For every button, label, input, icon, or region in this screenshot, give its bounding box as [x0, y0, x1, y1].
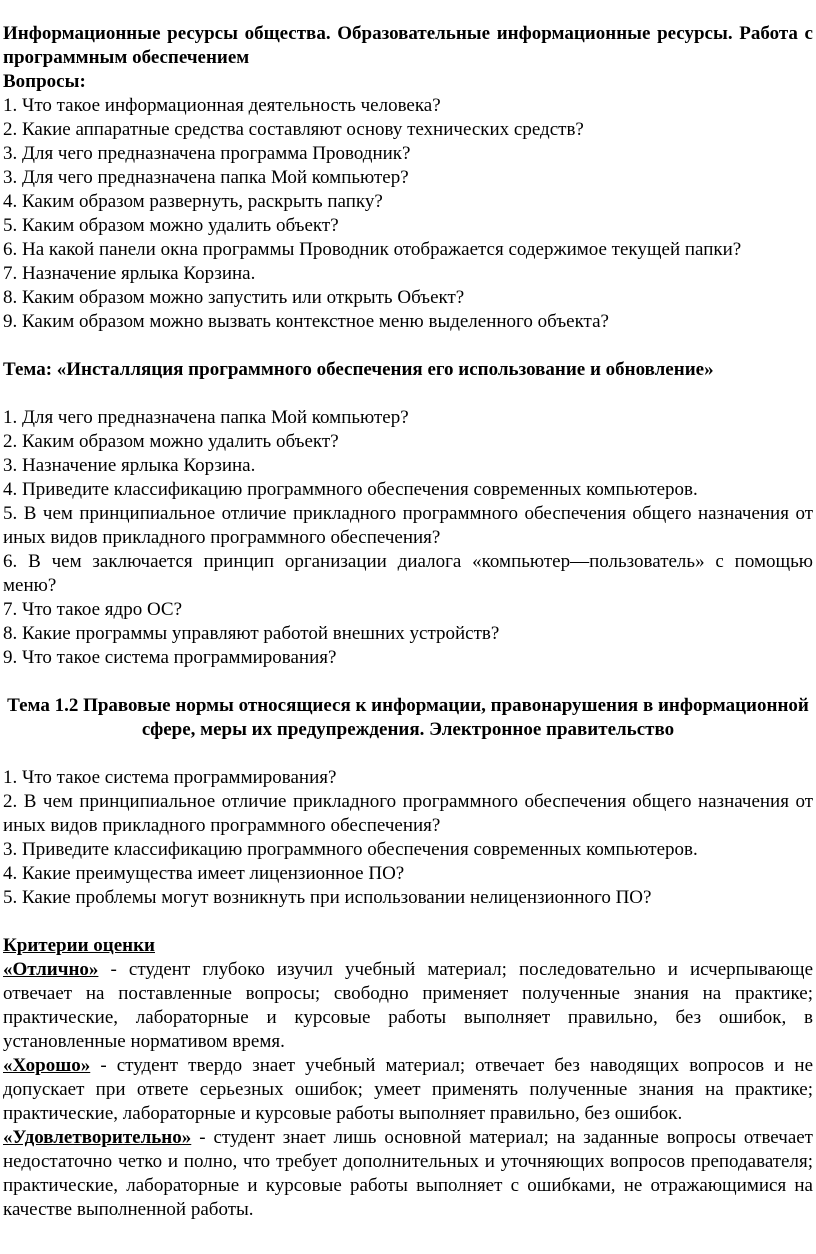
list-item: 2. В чем принципиальное отличие прикладного программного обеспечения общего назначения от иных видов прикладного программного обеспечения? — [3, 791, 813, 836]
criteria-title: Критерии оценки — [3, 935, 155, 956]
questions-list-2 — [3, 406, 813, 670]
list-item: 8. Каким образом можно запустить или открыть Объект? — [3, 287, 465, 308]
list-item: 1. Что такое информационная деятельность человека? — [3, 95, 441, 116]
topic-3-title: Тема 1.2 Правовые нормы относящиеся к информации, правонарушения в информационной сфере, меры их предупреждения. Электронное правительство — [7, 695, 809, 740]
grade-good-text: - студент твердо знает учебный материал; отвечает без наводящих вопросов и не допускает при ответе серьезных ошибок; умеет применять полученные знания на практике; практические, лабораторные и курсовые работы выполняет правильно, без ошибок. — [3, 1055, 813, 1124]
list-item: 2. Каким образом можно удалить объект? — [3, 431, 339, 452]
criteria-good — [3, 1054, 813, 1126]
list-item: 5. Какие проблемы могут возникнуть при использовании нелицензионного ПО? — [3, 887, 652, 908]
list-item: 9. Что такое система программирования? — [3, 647, 337, 668]
grade-excellent-label: «Отлично» — [3, 959, 99, 980]
list-item: 4. Какие преимущества имеет лицензионное ПО? — [3, 863, 405, 884]
list-item: 1. Что такое система программирования? — [3, 767, 337, 788]
criteria-satisfactory — [3, 1126, 813, 1222]
list-item: 6. В чем заключается принцип организации диалога «компьютер—пользователь» с помощью меню? — [3, 551, 813, 596]
document-title: Информационные ресурсы общества. Образовательные информационные ресурсы. Работа с программным обеспечением — [3, 23, 813, 68]
list-item: 3. Назначение ярлыка Корзина. — [3, 455, 256, 476]
grade-excellent-text: - студент глубоко изучил учебный материал; последовательно и исчерпывающе отвечает на поставленные вопросы; свободно применяет полученные знания на практике; практические, лабораторные и курсовые работы выполняет правильно, без ошибок, в установленные нормативом время. — [3, 959, 813, 1052]
list-item: 4. Приведите классификацию программного обеспечения современных компьютеров. — [3, 479, 698, 500]
list-item: 3. Приведите классификацию программного обеспечения современных компьютеров. — [3, 839, 698, 860]
questions-label: Вопросы: — [3, 71, 86, 92]
list-item: 7. Назначение ярлыка Корзина. — [3, 263, 256, 284]
list-item: 1. Для чего предназначена папка Мой компьютер? — [3, 407, 409, 428]
criteria-excellent — [3, 958, 813, 1054]
list-item: 8. Какие программы управляют работой внешних устройств? — [3, 623, 500, 644]
questions-list-3 — [3, 766, 813, 910]
grade-satisfactory-label: «Удовлетворительно» — [3, 1127, 192, 1148]
list-item: 9. Каким образом можно вызвать контекстное меню выделенного объекта? — [3, 311, 609, 332]
grade-satisfactory-text: - студент знает лишь основной материал; на заданные вопросы отвечает недостаточно четко и полно, что требует дополнительных и уточняющих вопросов преподавателя; практические, лабораторные и курсовые работы выполняет с ошибками, не отражающимися на качестве выполненной работы. — [3, 1127, 813, 1220]
list-item: 5. В чем принципиальное отличие прикладного программного обеспечения общего назначения от иных видов прикладного программного обеспечения? — [3, 503, 813, 548]
grade-good-label: «Хорошо» — [3, 1055, 91, 1076]
list-item: 7. Что такое ядро ОС? — [3, 599, 183, 620]
list-item: 3. Для чего предназначена папка Мой компьютер? — [3, 167, 409, 188]
list-item: 6. На какой панели окна программы Проводник отображается содержимое текущей папки? — [3, 239, 742, 260]
list-item: 4. Каким образом развернуть, раскрыть папку? — [3, 191, 383, 212]
topic-2-title: Тема: «Инсталляция программного обеспечения его использование и обновление» — [3, 359, 714, 380]
list-item: 3. Для чего предназначена программа Проводник? — [3, 143, 411, 164]
questions-list-1 — [3, 94, 813, 334]
list-item: 5. Каким образом можно удалить объект? — [3, 215, 339, 236]
list-item: 2. Какие аппаратные средства составляют основу технических средств? — [3, 119, 584, 140]
